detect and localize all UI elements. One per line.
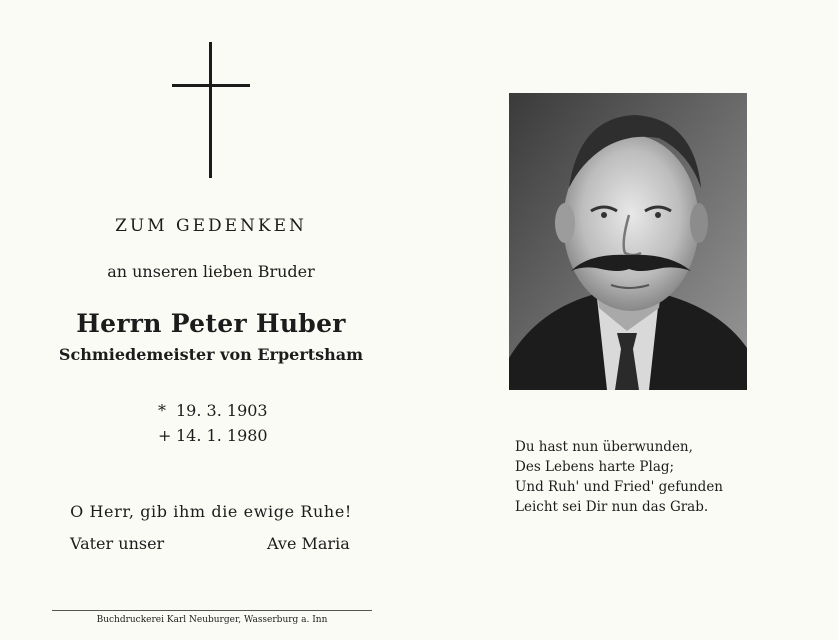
- poem-line: Und Ruh' und Fried' gefunden: [515, 479, 723, 495]
- prayer-vater-unser: Vater unser: [70, 534, 165, 553]
- birth-date: 19. 3. 1903: [176, 401, 268, 420]
- death-symbol: +: [158, 426, 172, 445]
- cross-icon: [172, 42, 250, 178]
- poem-line: Des Lebens harte Plag;: [515, 459, 675, 475]
- portrait-photo: [509, 93, 747, 390]
- prayer: O Herr, gib ihm die ewige Ruhe!: [70, 502, 352, 521]
- prayer-ave-maria: Ave Maria: [267, 534, 350, 553]
- birth-line: [158, 398, 268, 423]
- poem-line: Leicht sei Dir nun das Grab.: [515, 499, 709, 515]
- dedication: an unseren lieben Bruder: [107, 262, 315, 281]
- life-dates: [158, 398, 268, 448]
- death-date: 14. 1. 1980: [176, 426, 268, 445]
- printer-imprint: Buchdruckerei Karl Neuburger, Wasserburg a. Inn: [96, 615, 328, 625]
- poem-line: Du hast nun überwunden,: [515, 439, 693, 455]
- divider: [52, 610, 372, 611]
- death-line: [158, 423, 268, 448]
- poem: [515, 437, 723, 517]
- profession: Schmiedemeister von Erpertsham: [58, 345, 364, 364]
- deceased-name: Herrn Peter Huber: [76, 309, 346, 338]
- birth-symbol: *: [158, 401, 166, 420]
- heading: ZUM GEDENKEN: [115, 216, 307, 236]
